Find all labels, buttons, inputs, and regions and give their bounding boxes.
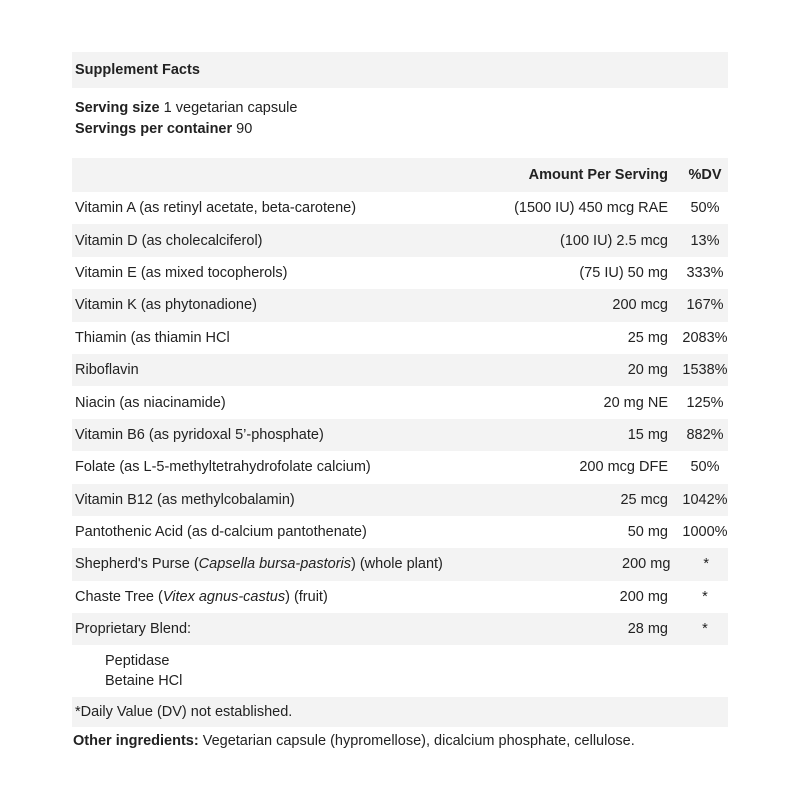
table-row [72,289,728,321]
nutrient-dv: 1538% [682,362,728,379]
nutrient-amount: 28 mg [627,621,668,638]
nutrient-amount: 200 mg [622,556,671,573]
nutrient-name: Folate (as L-5-methyltetrahydrofolate calcium) [75,459,371,476]
table-row [72,484,728,516]
nutrient-dv: 167% [686,297,724,314]
serving-info [72,98,728,140]
nutrient-dv: 50% [690,459,720,476]
header-dv: %DV [688,167,722,183]
nutrient-amount: 20 mg NE [603,394,668,411]
nutrient-dv: 2083% [682,329,728,346]
nutrient-dv: 13% [690,232,720,249]
table-row [72,581,728,613]
daily-value-footnote: *Daily Value (DV) not established. [72,697,728,727]
nutrient-amount: (75 IU) 50 mg [579,264,668,281]
nutrient-dv: * [702,588,708,605]
nutrient-dv: 882% [686,426,724,443]
nutrient-name: Pantothenic Acid (as d-calcium pantothenate) [75,524,367,541]
nutrient-name: Niacin (as niacinamide) [75,394,226,411]
nutrient-name: Vitamin K (as phytonadione) [75,297,257,314]
nutrient-name: Riboflavin [75,362,139,379]
nutrient-dv: 125% [686,394,724,411]
nutrient-name: Proprietary Blend: [75,621,192,638]
nutrient-dv: * [703,556,710,573]
supplement-facts-panel [72,52,728,751]
table-row [72,419,728,451]
servings-per-container-label: Servings per container [75,121,233,137]
table-row [72,322,728,354]
table-row [72,451,728,483]
botanical-name: Vitex agnus-castus [162,588,286,605]
table-header [72,158,728,192]
botanical-name: Capsella bursa-pastoris [198,556,351,573]
table-row [72,224,728,256]
nutrient-name: Vitamin B6 (as pyridoxal 5’-phosphate) [75,426,324,443]
serving-size-label: Serving size [75,100,160,116]
serving-size-value: 1 vegetarian capsule [163,100,298,116]
table-row [72,354,728,386]
nutrient-name: Vitamin D (as cholecalciferol) [75,232,263,249]
nutrient-amount: (1500 IU) 450 mcg RAE [514,200,668,217]
name-prefix: Chaste Tree ( [75,588,163,605]
table-row [72,192,728,224]
header-amount: Amount Per Serving [528,167,668,183]
nutrient-name: Thiamin (as thiamin HCl [75,329,230,346]
panel-title: Supplement Facts [72,52,728,88]
nutrient-amount: 200 mcg DFE [579,459,668,476]
nutrient-amount: 50 mg [627,524,668,541]
nutrient-name: Vitamin B12 (as methylcobalamin) [75,491,295,508]
table-row [72,386,728,418]
nutrient-name: Vitamin E (as mixed tocopherols) [75,264,288,281]
nutrient-dv: 1000% [682,524,728,541]
nutrient-amount: 25 mcg [620,491,668,508]
name-suffix: ) (fruit) [285,588,328,605]
nutrient-amount: 20 mg [627,362,668,379]
name-suffix: ) (whole plant) [351,556,443,573]
list-item: Betaine HCl [105,673,183,690]
nutrient-amount: 200 mcg [612,297,668,314]
blend-ingredients [72,645,728,697]
list-item: Peptidase [105,653,170,670]
serving-size [75,98,728,119]
table-row [72,613,728,645]
nutrient-name [75,556,443,572]
other-ingredients-value: Vegetarian capsule (hypromellose), dicalcium phosphate, cellulose. [198,733,635,750]
nutrient-dv: 1042% [682,491,728,508]
nutrient-amount: (100 IU) 2.5 mcg [560,232,668,249]
table-row [72,516,728,548]
facts-table [72,158,728,727]
servings-per-container [75,119,728,140]
table-row [72,548,728,580]
other-ingredients [72,731,728,751]
nutrient-dv: * [702,621,708,638]
name-prefix: Shepherd's Purse ( [75,556,199,573]
other-ingredients-label: Other ingredients: [73,733,199,750]
nutrient-amount: 25 mg [627,329,668,346]
nutrient-amount: 15 mg [627,426,668,443]
nutrient-name [75,589,428,605]
servings-per-container-value: 90 [236,121,253,137]
nutrient-dv: 50% [690,200,720,217]
nutrient-dv: 333% [686,264,724,281]
nutrient-amount: 200 mg [619,588,668,605]
table-row [72,257,728,289]
nutrient-name: Vitamin A (as retinyl acetate, beta-carotene) [75,200,357,217]
